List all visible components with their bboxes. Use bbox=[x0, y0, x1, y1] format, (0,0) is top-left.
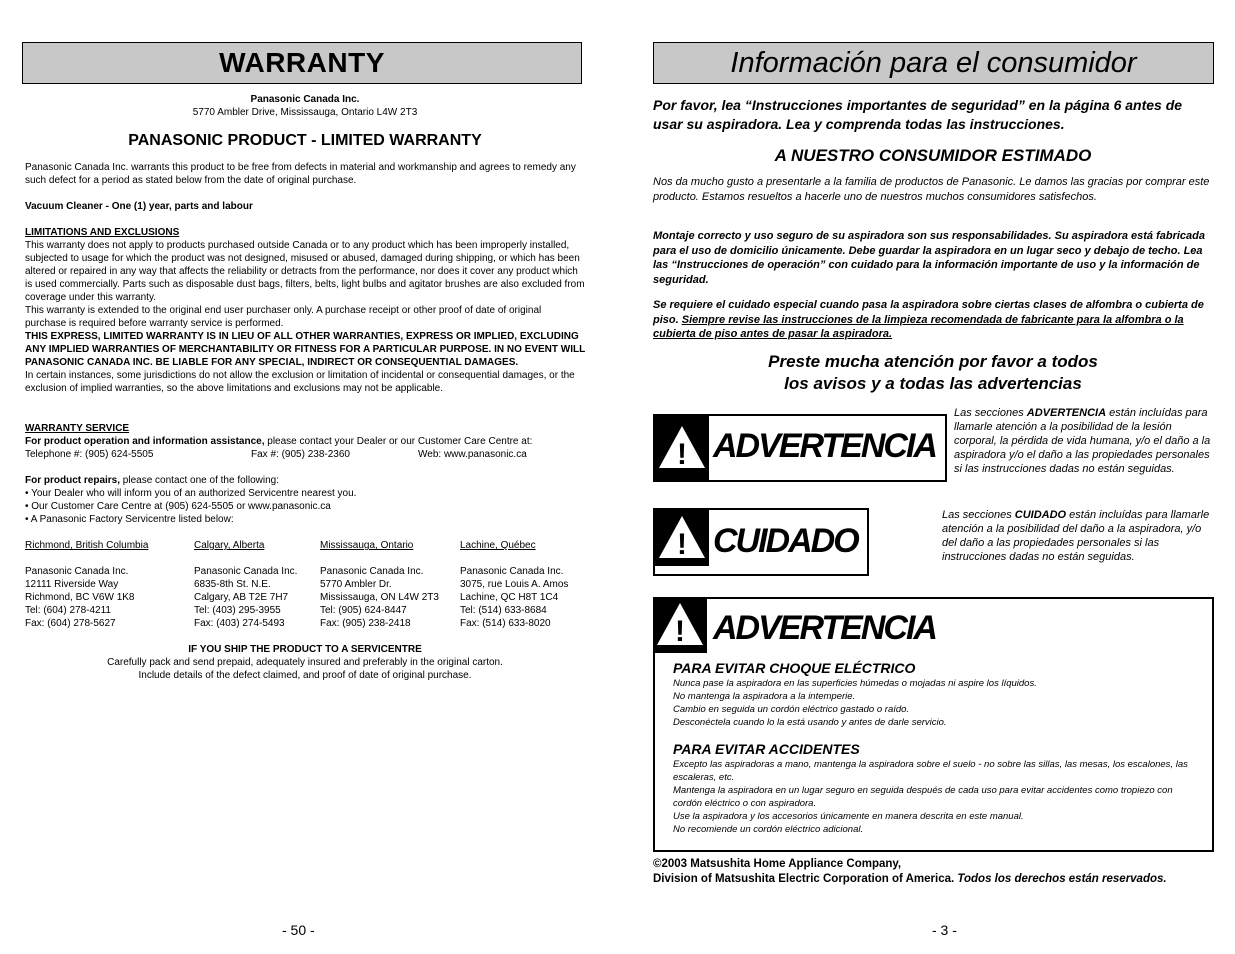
explanation-text: están incluídas para llamarle atención a la posibilidad de la lesión corporal, la pérdida de vida humana, y/o el daño a la aspiradora y/o el daño a las propiedades personales si las instrucciones dadas no están seguidas. bbox=[954, 407, 1211, 475]
page-number-left: - 50 - bbox=[282, 922, 315, 938]
warranty-title: WARRANTY bbox=[22, 42, 582, 84]
servicentre-city: Calgary, Alberta bbox=[194, 540, 265, 551]
servicentre-city: Lachine, Québec bbox=[460, 540, 536, 551]
exclamation-mark: ! bbox=[677, 528, 687, 561]
servicentre-line: Panasonic Canada Inc. bbox=[194, 566, 298, 577]
attention-line-2: los avisos y a todas las advertencias bbox=[784, 374, 1082, 393]
attention-line-1: Preste mucha atención por favor a todos bbox=[768, 352, 1098, 371]
cuidado-explanation bbox=[942, 508, 1214, 564]
servicentre-mississauga bbox=[320, 539, 460, 630]
copyright-line-1: ©2003 Matsushita Home Appliance Company, bbox=[653, 858, 902, 870]
page-number-right: - 3 - bbox=[932, 922, 957, 938]
advertencia-box-word: ADVERTENCIA bbox=[713, 609, 936, 647]
explanation-text: están incluídas para llamarle atención a la posibilidad del daño a la aspiradora, y/o del daño a las propiedades personales si las instrucciones dadas no están seguidas. bbox=[942, 509, 1210, 563]
servicentre-lachine bbox=[460, 539, 585, 630]
servicentre-line: Panasonic Canada Inc. bbox=[460, 566, 564, 577]
servicentre-line: 5770 Ambler Dr. bbox=[320, 579, 392, 590]
shock-line: Nunca pase la aspiradora en las superficies húmedas o mojadas ni aspire los líquidos. bbox=[673, 678, 1037, 689]
warning-triangle-icon bbox=[655, 416, 709, 480]
service-assistance bbox=[25, 435, 585, 448]
company-name: Panasonic Canada Inc. bbox=[250, 94, 360, 105]
limitations-disclaimer: THIS EXPRESS, LIMITED WARRANTY IS IN LIEU OF ALL OTHER WARRANTIES, EXPRESS OR IMPLIED, EXCLUDING ANY IMPLIED WARRANTIES OF MERCHANTABILITY OR FITNESS FOR A PARTICULAR PURPOSE. IN NO EVENT WILL PANASONIC CANADA INC. BE LIABLE FOR ANY SPECIAL, INDIRECT OR CONSEQUENTIAL DAMAGES. bbox=[25, 331, 586, 368]
copyright-notice bbox=[653, 857, 1173, 887]
company-address: 5770 Ambler Drive, Mississauga, Ontario L4W 2T3 bbox=[192, 107, 418, 118]
service-heading: WARRANTY SERVICE bbox=[25, 423, 130, 434]
limitations-text-4: In certain instances, some jurisdictions do not allow the exclusion or limitation of incidental or consequential damages, or the exclusion of implied warranties, so the above limitations and exclusions may not be applicable. bbox=[25, 370, 575, 394]
servicentre-richmond bbox=[25, 539, 194, 630]
service-text: please contact your Dealer or our Customer Care Centre at: bbox=[264, 436, 533, 447]
accident-heading: PARA EVITAR ACCIDENTES bbox=[673, 741, 860, 757]
fax-number: Fax #: (905) 238-2360 bbox=[251, 449, 350, 460]
warranty-coverage: Vacuum Cleaner - One (1) year, parts and labour bbox=[25, 201, 253, 212]
servicentre-line: Lachine, QC H8T 1C4 bbox=[460, 592, 559, 603]
accident-section bbox=[673, 740, 1203, 836]
shock-line: Cambio en seguida un cordón eléctrico gastado o raído. bbox=[673, 704, 910, 715]
repairs-section bbox=[25, 474, 585, 526]
warranty-intro: Panasonic Canada Inc. warrants this product to be free from defects in material and workmanship and agrees to remedy any such defect for a period as stated below from the date of original purchase. bbox=[25, 162, 576, 186]
explanation-text: Las secciones bbox=[954, 407, 1027, 419]
exclamation-mark: ! bbox=[675, 615, 685, 648]
warning-triangle-badge bbox=[653, 597, 707, 653]
servicentre-list bbox=[25, 539, 585, 630]
accident-line: No recomiende un cordón eléctrico adicional. bbox=[673, 824, 864, 835]
servicentre-city: Mississauga, Ontario bbox=[320, 540, 414, 551]
repairs-bullet: • A Panasonic Factory Servicentre listed below: bbox=[25, 514, 234, 525]
warranty-heading: PANASONIC PRODUCT - LIMITED WARRANTY bbox=[128, 132, 482, 149]
consumer-paragraph-3 bbox=[653, 298, 1218, 342]
servicentre-line: Tel: (514) 633-8684 bbox=[460, 605, 547, 616]
servicentre-line: Calgary, AB T2E 7H7 bbox=[194, 592, 289, 603]
servicentre-line: Fax: (403) 274-5493 bbox=[194, 618, 285, 629]
limitations-text-2: This warranty is extended to the original end user purchaser only. A purchase receipt or other proof of date of original purchase is required before warranty service is performed. bbox=[25, 305, 542, 329]
telephone-number: Telephone #: (905) 624-5505 bbox=[25, 449, 154, 460]
cuidado-word: CUIDADO bbox=[713, 522, 858, 560]
web-address: Web: www.panasonic.ca bbox=[418, 449, 527, 460]
servicentre-line: Panasonic Canada Inc. bbox=[320, 566, 424, 577]
warning-triangle-icon bbox=[655, 510, 709, 566]
service-lead: For product operation and information assistance, bbox=[25, 436, 265, 447]
care-text: Se requiere el cuidado especial cuando pasa la aspiradora sobre ciertas clases de alfombra o cubierta de piso. bbox=[653, 299, 1204, 326]
repairs-bullet: • Your Dealer who will inform you of an authorized Servicentre nearest you. bbox=[25, 488, 357, 499]
advertencia-word: ADVERTENCIA bbox=[713, 427, 936, 465]
servicentre-calgary bbox=[194, 539, 320, 630]
repairs-lead: For product repairs, bbox=[25, 475, 121, 486]
copyright-line-2 bbox=[653, 872, 1173, 887]
copyright-division: Division of Matsushita Electric Corporation of America. bbox=[653, 873, 958, 885]
repairs-bullet: • Our Customer Care Centre at (905) 624-5505 or www.panasonic.ca bbox=[25, 501, 331, 512]
servicentre-line: Fax: (905) 238-2418 bbox=[320, 618, 411, 629]
warranty-service-section bbox=[25, 422, 585, 461]
limitations-section bbox=[25, 226, 585, 395]
copyright-rights: Todos los derechos están reservados. bbox=[957, 873, 1167, 885]
warning-triangle-icon bbox=[653, 597, 707, 653]
advertencia-logo bbox=[653, 414, 947, 482]
shock-section bbox=[673, 659, 1203, 729]
explanation-keyword: CUIDADO bbox=[1014, 509, 1067, 521]
consumer-info-title: Información para el consumidor bbox=[653, 42, 1214, 84]
limitations-text-1: This warranty does not apply to products purchased outside Canada or to any product which has been improperly installed, subjected to usage for which the product was not designed, misused or abused, damaged during shipping, or which has been altered or repaired in any way that affects the reliability or detracts from the performance, nor does it cover any product which is used commercially. Parts such as disposable dust bags, filters, belts, light bulbs and agitator brushes are also excluded from coverage under this warranty. bbox=[25, 240, 585, 303]
safety-intro: Por favor, lea “Instrucciones importantes de seguridad” en la página 6 antes de usar su aspiradora. Lea y comprenda todas las instrucciones. bbox=[653, 97, 1183, 132]
accident-line: Use la aspiradora y los accesorios únicamente en manera descrita en este manual. bbox=[673, 811, 1024, 822]
limitations-heading: LIMITATIONS AND EXCLUSIONS bbox=[25, 227, 180, 238]
shock-heading: PARA EVITAR CHOQUE ELÉCTRICO bbox=[673, 660, 916, 676]
consumer-heading: A NUESTRO CONSUMIDOR ESTIMADO bbox=[774, 146, 1092, 165]
servicentre-table bbox=[25, 539, 585, 630]
care-text-underlined: Siempre revise las instrucciones de la limpieza recomendada de fabricante para la alfombra o la cubierta de piso antes de pasar la aspiradora. bbox=[653, 313, 1184, 340]
ship-line-1: Carefully pack and send prepaid, adequately insured and preferably in the original carton. bbox=[107, 657, 503, 668]
accident-line: Excepto las aspiradoras a mano, mantenga la aspiradora sobre el suelo - no sobre las sillas, las mesas, los escalones, las escaleras, etc. bbox=[673, 759, 1188, 783]
advertencia-box bbox=[653, 597, 1214, 852]
servicentre-line: Tel: (403) 295-3955 bbox=[194, 605, 281, 616]
advertencia-explanation bbox=[954, 406, 1216, 476]
consumer-paragraph-1: Nos da mucho gusto a presentarle a la familia de productos de Panasonic. Le damos las gracias por comprar este producto. Estamos resueltos a hacerle uno de nuestros muchos consumidores satisfechos. bbox=[653, 176, 1210, 203]
servicentre-line: Tel: (604) 278-4211 bbox=[25, 605, 111, 616]
repairs-text: please contact one of the following: bbox=[120, 475, 280, 486]
explanation-text: Las secciones bbox=[942, 509, 1015, 521]
servicentre-line: 12111 Riverside Way bbox=[25, 579, 119, 590]
accident-line: Mantenga la aspiradora en un lugar seguro en seguida después de cada uso para evitar accidentes como tropiezo con cordón eléctrico o con aspiradora. bbox=[673, 785, 1173, 809]
servicentre-line: Panasonic Canada Inc. bbox=[25, 566, 129, 577]
servicentre-line: 3075, rue Louis A. Amos bbox=[460, 579, 569, 590]
cuidado-logo bbox=[653, 508, 869, 576]
servicentre-line: Mississauga, ON L4W 2T3 bbox=[320, 592, 439, 603]
page-left-warranty bbox=[0, 0, 610, 954]
contact-row bbox=[25, 448, 585, 461]
servicentre-line: Tel: (905) 624-8447 bbox=[320, 605, 407, 616]
exclamation-mark: ! bbox=[677, 438, 687, 471]
ship-heading: IF YOU SHIP THE PRODUCT TO A SERVICENTRE bbox=[188, 644, 422, 655]
ship-line-2: Include details of the defect claimed, and proof of date of original purchase. bbox=[138, 670, 472, 681]
explanation-keyword: ADVERTENCIA bbox=[1026, 407, 1107, 419]
servicentre-city: Richmond, British Columbia bbox=[25, 540, 149, 551]
servicentre-line: Fax: (514) 633-8020 bbox=[460, 618, 551, 629]
page-right-consumer-info bbox=[610, 0, 1235, 954]
servicentre-line: 6835-8th St. N.E. bbox=[194, 579, 271, 590]
shock-line: Desconéctela cuando lo la está usando y antes de darle servicio. bbox=[673, 717, 947, 728]
servicentre-line: Fax: (604) 278-5627 bbox=[25, 618, 116, 629]
shock-line: No mantenga la aspiradora a la intemperie. bbox=[673, 691, 856, 702]
repairs-line bbox=[25, 474, 585, 487]
servicentre-line: Richmond, BC V6W 1K8 bbox=[25, 592, 135, 603]
consumer-paragraph-2: Montaje correcto y uso seguro de su aspiradora son sus responsabilidades. Su aspiradora está fabricada para el uso de domicilio únicamente. Debe guardar la aspiradora en un lugar seco y debajo de techo. Lea las “Instrucciones de operación” con cuidado para la información importante de uso y la información de seguridad. bbox=[653, 230, 1206, 286]
